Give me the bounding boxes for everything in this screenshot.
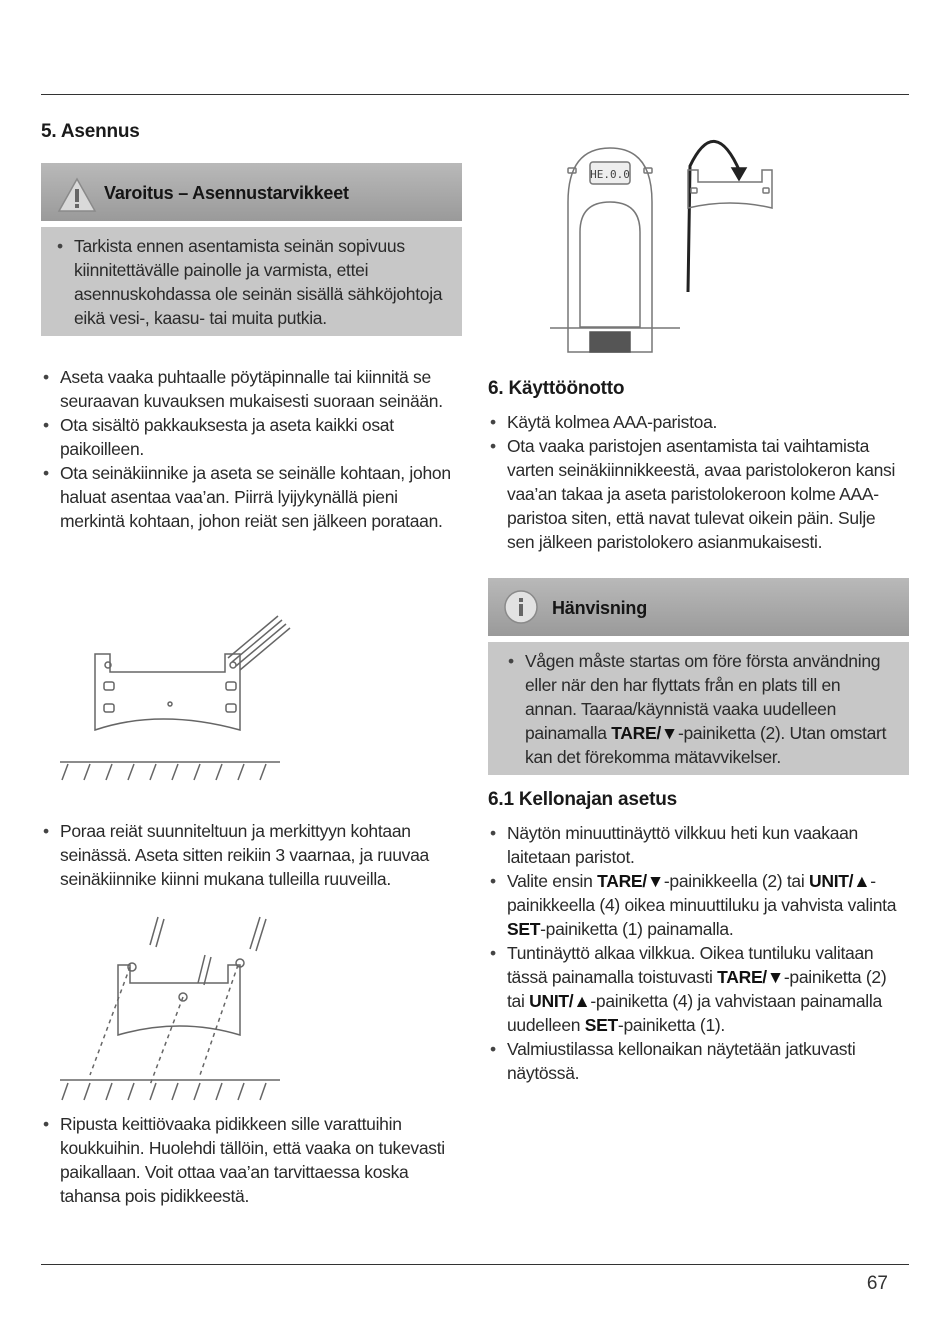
page-number: 67 — [866, 1273, 888, 1294]
step-item: • Aseta vaaka puhtaalle pöytäpinnalle tai kiinnitä se seuraavan kuvauksen mukaisesti suoraan seinään. — [41, 365, 451, 413]
warning-list — [55, 234, 444, 330]
note-box — [488, 578, 909, 775]
section-6-1-item: • Valite ensin TARE/▼-painikkeella (2) tai UNIT/▲-painikkeella (4) oikea minuuttiluku ja vahvista valinta SET-painiketta (1) painamalla. — [488, 869, 904, 941]
section-5-title: 5. Asennus — [41, 121, 140, 142]
step-item: • Poraa reiät suunniteltuun ja merkittyyn kohtaan seinässä. Aseta sitten reikiin 3 vaarnaa, ja ruuvaa seinäkiinnike kiinni mukana tulleilla ruuveilla. — [41, 819, 463, 891]
note-title: Hänvisning — [552, 598, 648, 618]
steps-list-a — [41, 365, 451, 533]
warning-body — [41, 227, 462, 336]
note-item: • Vågen måste startas om före första användning eller när den har flyttats från en plats till en annan. Taaraa/käynnistä vaaka uudelleen painamalla TARE/▼-painiketta (2). Utan omstart kan det förekomma mätavvikelser. — [506, 649, 891, 769]
section-6-list — [488, 410, 904, 554]
top-rule — [41, 94, 909, 95]
warning-title: Varoitus – Asennustarvikkeet — [104, 183, 349, 203]
note-box-header — [488, 578, 909, 636]
section-6-1-title: 6.1 Kellonajan asetus — [488, 789, 678, 810]
right-column — [488, 378, 910, 1085]
bracket-marking-illustration — [50, 612, 310, 782]
section-6-item: • Käytä kolmea AAA-paristoa. — [488, 410, 904, 434]
left-column — [41, 121, 463, 533]
note-body — [488, 642, 909, 775]
step-item: • Ota sisältö pakkauksesta ja aseta kaikki osat paikoilleen. — [41, 413, 451, 461]
section-6-1-item: • Tuntinäyttö alkaa vilkkua. Oikea tuntiluku valitaan tässä painamalla toistuvasti TARE/▼-painiketta (2) tai UNIT/▲-painiketta (4) ja vahvistaan painamalla uudelleen SET-painiketta (1). — [488, 941, 904, 1037]
section-6-title: 6. Käyttöönotto — [488, 378, 625, 399]
warning-box-header — [41, 163, 462, 221]
section-6-1-list — [488, 821, 904, 1085]
step-item: • Ripusta keittiövaaka pidikkeen sille varattuihin koukkuihin. Huolehdi tällöin, että vaaka on tukevasti paikallaan. Voit ottaa vaa’an tarvittaessa koska tahansa pois pidikkeestä. — [41, 1112, 451, 1208]
warning-box — [41, 163, 462, 336]
bottom-rule — [41, 1264, 909, 1265]
info-circle-icon — [502, 588, 540, 626]
warning-item: • Tarkista ennen asentamista seinän sopivuus kiinnitettävälle painolle ja varmista, ettei asennuskohdassa ole seinän sisällä sähköjohtoja eikä vesi-, kaasu- tai muita putkia. — [55, 234, 444, 330]
section-6-1-item: • Näytön minuuttinäyttö vilkkuu heti kun vaakaan laitetaan paristot. — [488, 821, 904, 869]
scale-and-bracket-illustration — [540, 122, 840, 362]
section-6-item: • Ota vaaka paristojen asentamista tai vaihtamista varten seinäkiinnikkeestä, avaa paristolokeron kansi vaa’an takaa ja aseta paristolokeroon kolme AAA-paristoa siten, että navat tulevat oikein päin. Sulje sen jälkeen paristolokero asianmukaisesti. — [488, 434, 904, 554]
steps-list-b — [41, 819, 463, 891]
step-item: • Ota seinäkiinnike ja aseta se seinälle kohtaan, johon haluat asentaa vaa’an. Piirrä lyijykynällä pieni merkintä kohtaan, johon reiät sen jälkeen porataan. — [41, 461, 451, 533]
warning-triangle-icon — [57, 177, 97, 213]
note-list — [506, 649, 891, 769]
scale-display-text: HE.0.0 — [590, 168, 630, 181]
section-6-1-item: • Valmiustilassa kellonaikan näytetään jatkuvasti näytössä. — [488, 1037, 904, 1085]
screw-mounting-illustration — [50, 905, 310, 1105]
steps-list-c — [41, 1112, 451, 1208]
